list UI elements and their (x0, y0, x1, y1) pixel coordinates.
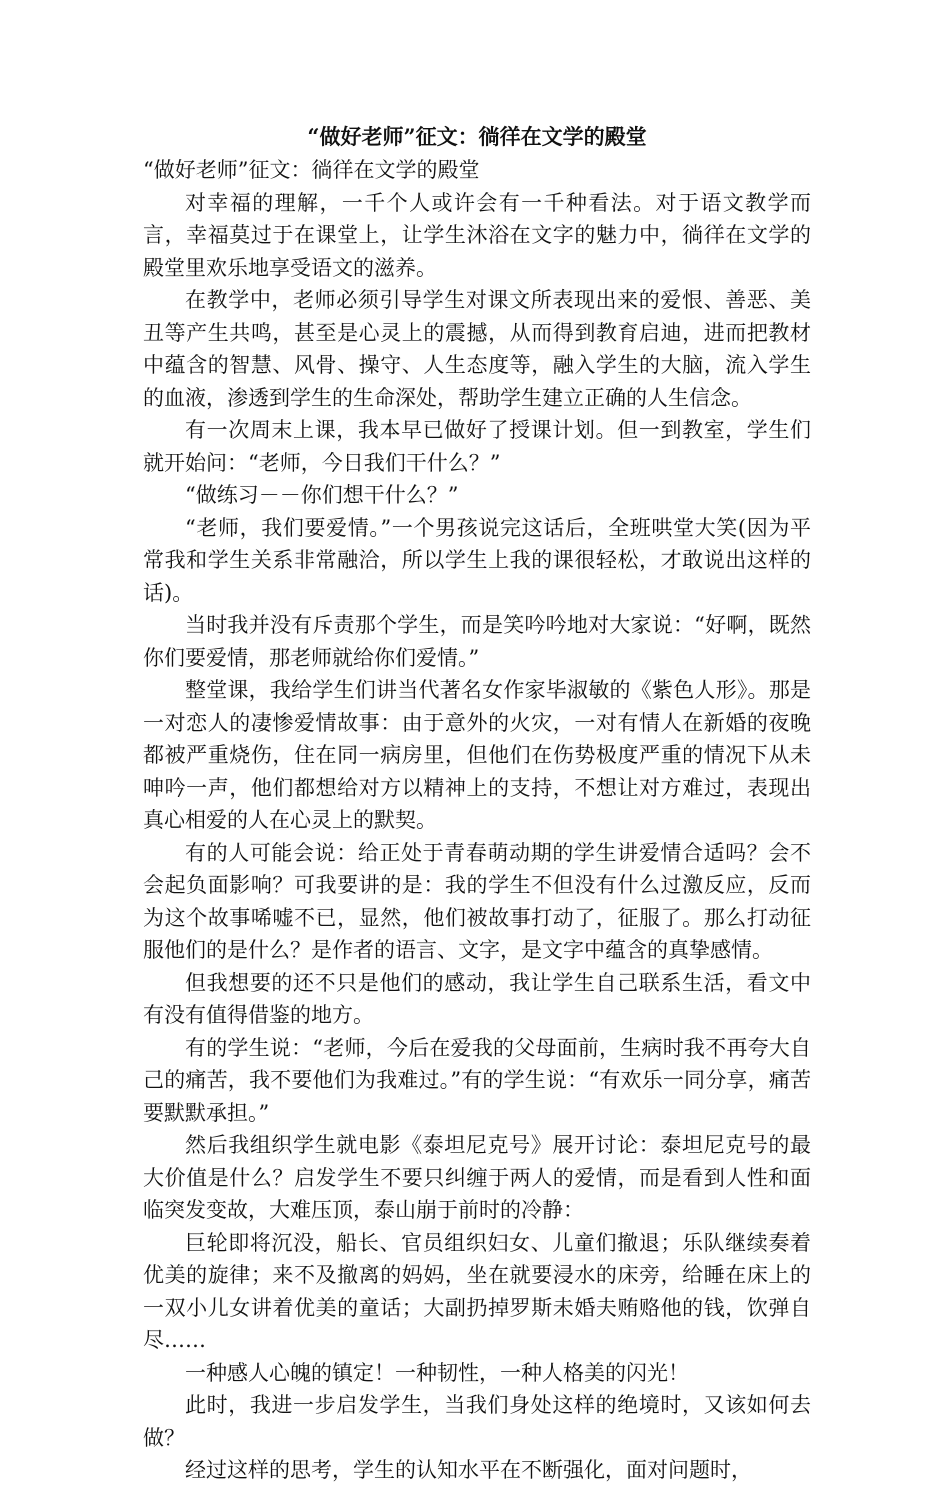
paragraph: 有的学生说：“老师，今后在爱我的父母面前，生病时我不再夸大自己的痛苦，我不要他们为我难过。”有的学生说：“有欢乐一同分享，痛苦要默默承担。” (143, 1035, 811, 1125)
document-title: “做好老师”征文：徜徉在文学的殿堂 (307, 124, 647, 149)
paragraph: 然后我组织学生就电影《泰坦尼克号》展开讨论：泰坦尼克号的最大价值是什么？启发学生不要只纠缠于两人的爱情，而是看到人性和面临突发变故，大难压顶，泰山崩于前时的冷静： (143, 1133, 811, 1222)
paragraph: 当时我并没有斥责那个学生，而是笑吟吟地对大家说：“好啊，既然你们要爱情，那老师就给你们爱情。” (143, 613, 811, 670)
paragraph: 但我想要的还不只是他们的感动，我让学生自己联系生活，看文中有没有值得借鉴的地方。 (143, 970, 811, 1027)
paragraph: 此时，我进一步启发学生，当我们身处这样的绝境时，又该如何去做？ (143, 1393, 811, 1450)
paragraph: 有一次周末上课，我本早已做好了授课计划。但一到教室，学生们就开始问：“老师，今日我们干什么？” (143, 418, 811, 475)
paragraph: “老师，我们要爱情。”一个男孩说完这话后，全班哄堂大笑(因为平常我和学生关系非常融洽，所以学生上我的课很轻松，才敢说出这样的话)。 (143, 515, 811, 605)
paragraph: 在教学中，老师必须引导学生对课文所表现出来的爱恨、善恶、美丑等产生共鸣，甚至是心灵上的震撼，从而得到教育启迪，进而把教材中蕴含的智慧、风骨、操守、人生态度等，融入学生的大脑，流入学生的血液，渗透到学生的生命深处，帮助学生建立正确的人生信念。 (143, 288, 811, 410)
paragraph: 经过这样的思考，学生的认知水平在不断强化，面对问题时， (185, 1458, 752, 1482)
paragraph: 有的人可能会说：给正处于青春萌动期的学生讲爱情合适吗？会不会起负面影响？可我要讲的是：我的学生不但没有什么过激反应，反而为这个故事唏嘘不已，显然，他们被故事打动了，征服了。那么打动征服他们的是什么？是作者的语言、文字，是文字中蕴含的真挚感情。 (143, 840, 811, 962)
paragraph: 一种感人心魄的镇定！一种韧性，一种人格美的闪光！ (185, 1360, 689, 1385)
document-subtitle: “做好老师”征文：徜徉在文学的殿堂 (143, 158, 480, 182)
document-body (143, 120, 811, 1487)
paragraph: 对幸福的理解，一千个人或许会有一千种看法。对于语文教学而言，幸福莫过于在课堂上，让学生沐浴在文字的魅力中，徜徉在文学的殿堂里欢乐地享受语文的滋养。 (143, 190, 811, 280)
paragraph: “做练习－－你们想干什么？” (185, 483, 459, 507)
paragraph: 巨轮即将沉没，船长、官员组织妇女、儿童们撤退；乐队继续奏着优美的旋律；来不及撤离的妈妈，坐在就要浸水的床旁，给睡在床上的一双小儿女讲着优美的童话；大副扔掉罗斯未婚夫贿赂他的钱，饮弹自尽…… (143, 1230, 811, 1352)
paragraph: 整堂课，我给学生们讲当代著名女作家毕淑敏的《紫色人形》。那是一对恋人的凄惨爱情故事：由于意外的火灾，一对有情人在新婚的夜晚都被严重烧伤，住在同一病房里，但他们在伤势极度严重的情况下从未呻吟一声，他们都想给对方以精神上的支持，不想让对方难过，表现出真心相爱的人在心灵上的默契。 (143, 678, 811, 832)
